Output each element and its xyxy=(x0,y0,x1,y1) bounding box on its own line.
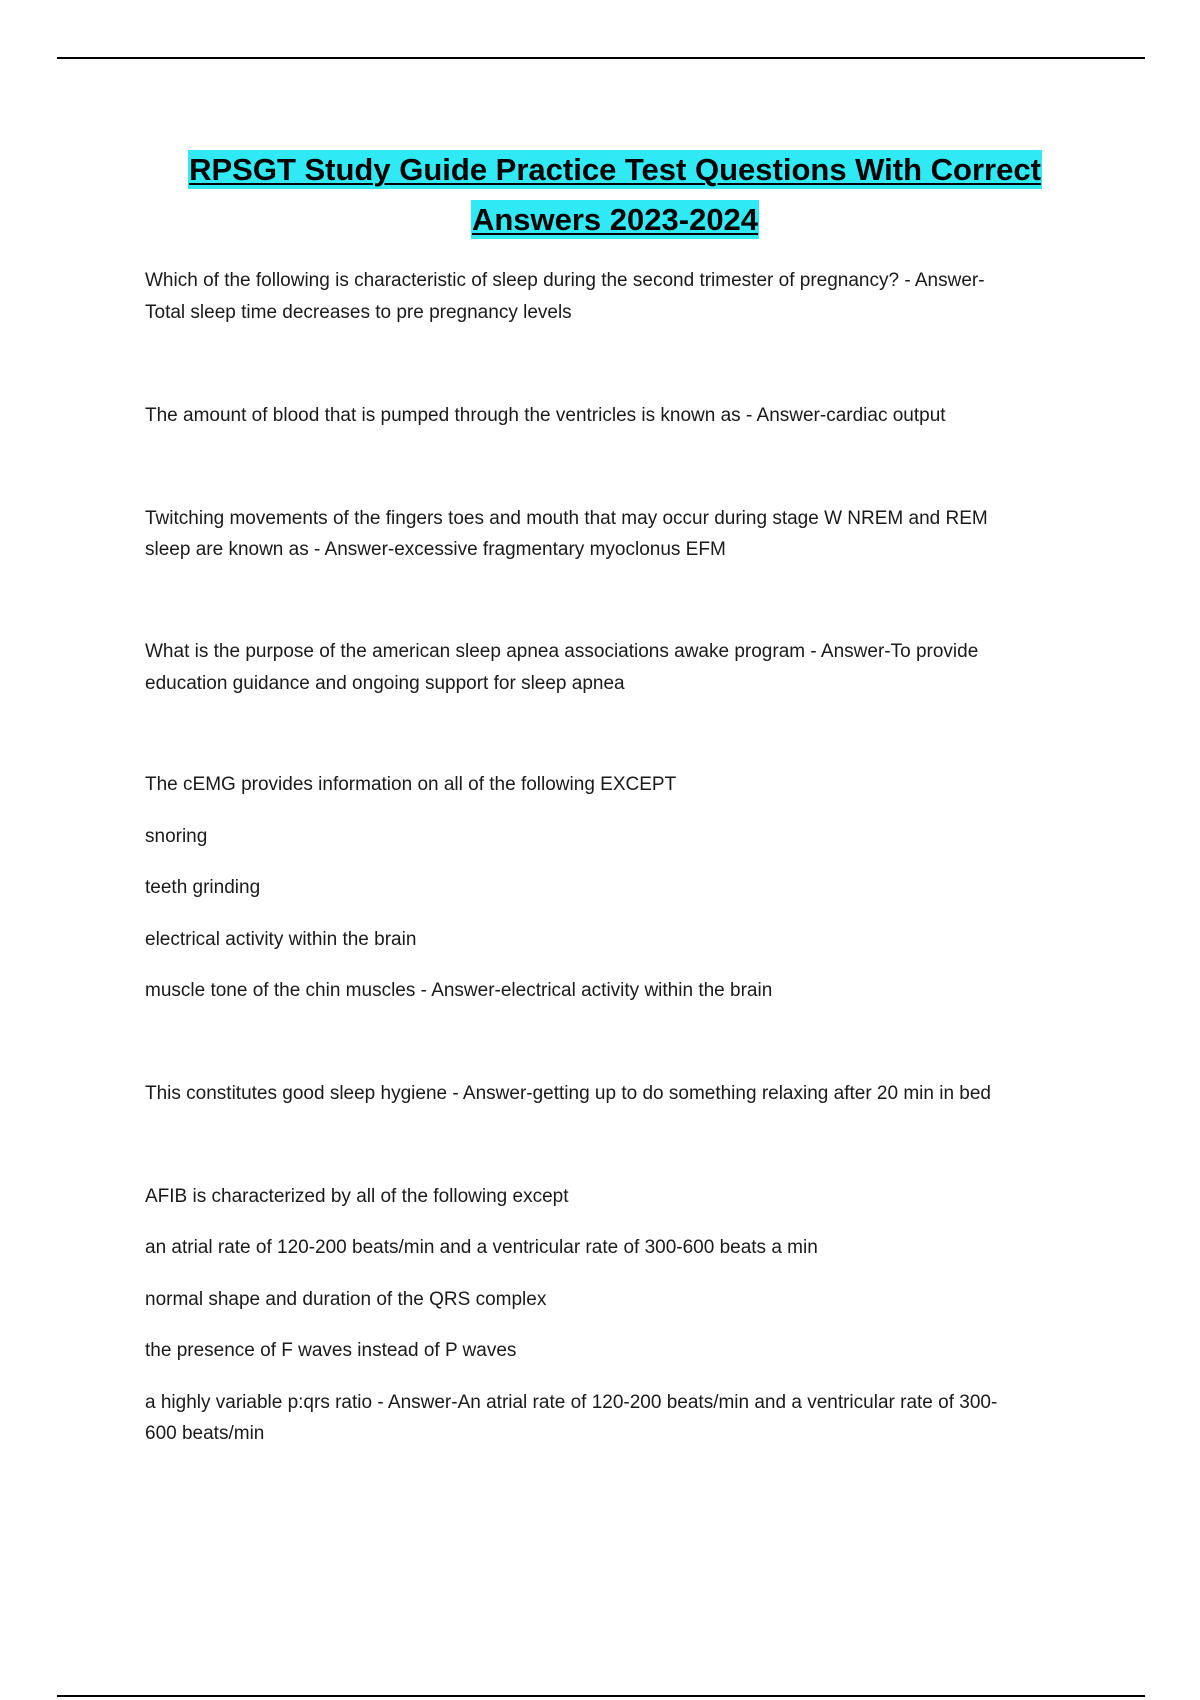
qa-6-line-1: This constitutes good sleep hygiene - Answer-getting up to do something relaxing after 20 min in bed xyxy=(145,1083,992,1104)
page-title xyxy=(150,145,1080,245)
qa-7-option-3: the presence of F waves instead of P waves xyxy=(145,1340,517,1361)
qa-5-option-4: muscle tone of the chin muscles - Answer-electrical activity within the brain xyxy=(145,980,773,1001)
top-rule xyxy=(57,57,1145,59)
qa-1-line-1: Which of the following is characteristic of sleep during the second trimester of pregnancy? - Answer- xyxy=(145,270,985,291)
qa-5-option-2: teeth grinding xyxy=(145,877,261,898)
qa-3-line-2: sleep are known as - Answer-excessive fragmentary myoclonus EFM xyxy=(145,539,726,560)
bottom-rule xyxy=(57,1695,1145,1697)
qa-4-line-2: education guidance and ongoing support for sleep apnea xyxy=(145,673,625,694)
qa-2-line-1: The amount of blood that is pumped through the ventricles is known as - Answer-cardiac output xyxy=(145,405,946,426)
qa-3-line-1: Twitching movements of the fingers toes and mouth that may occur during stage W NREM and REM xyxy=(145,508,988,529)
qa-5-option-1: snoring xyxy=(145,826,208,847)
title-line-2: Answers 2023-2024 xyxy=(471,202,759,237)
qa-7-option-4-cont: 600 beats/min xyxy=(145,1423,265,1444)
qa-4-line-1: What is the purpose of the american sleep apnea associations awake program - Answer-To provide xyxy=(145,641,979,662)
title-line-1: RPSGT Study Guide Practice Test Questions With Correct xyxy=(189,152,1041,187)
qa-7-option-2: normal shape and duration of the QRS complex xyxy=(145,1289,547,1310)
qa-7-line-1: AFIB is characterized by all of the following except xyxy=(145,1186,569,1207)
qa-5-option-3: electrical activity within the brain xyxy=(145,929,417,950)
qa-7-option-1: an atrial rate of 120-200 beats/min and a ventricular rate of 300-600 beats a min xyxy=(145,1237,818,1258)
qa-7-option-4: a highly variable p:qrs ratio - Answer-An atrial rate of 120-200 beats/min and a ventricular rate of 300- xyxy=(145,1392,998,1413)
qa-1-line-2: Total sleep time decreases to pre pregnancy levels xyxy=(145,302,572,323)
qa-5-line-1: The cEMG provides information on all of the following EXCEPT xyxy=(145,774,677,795)
